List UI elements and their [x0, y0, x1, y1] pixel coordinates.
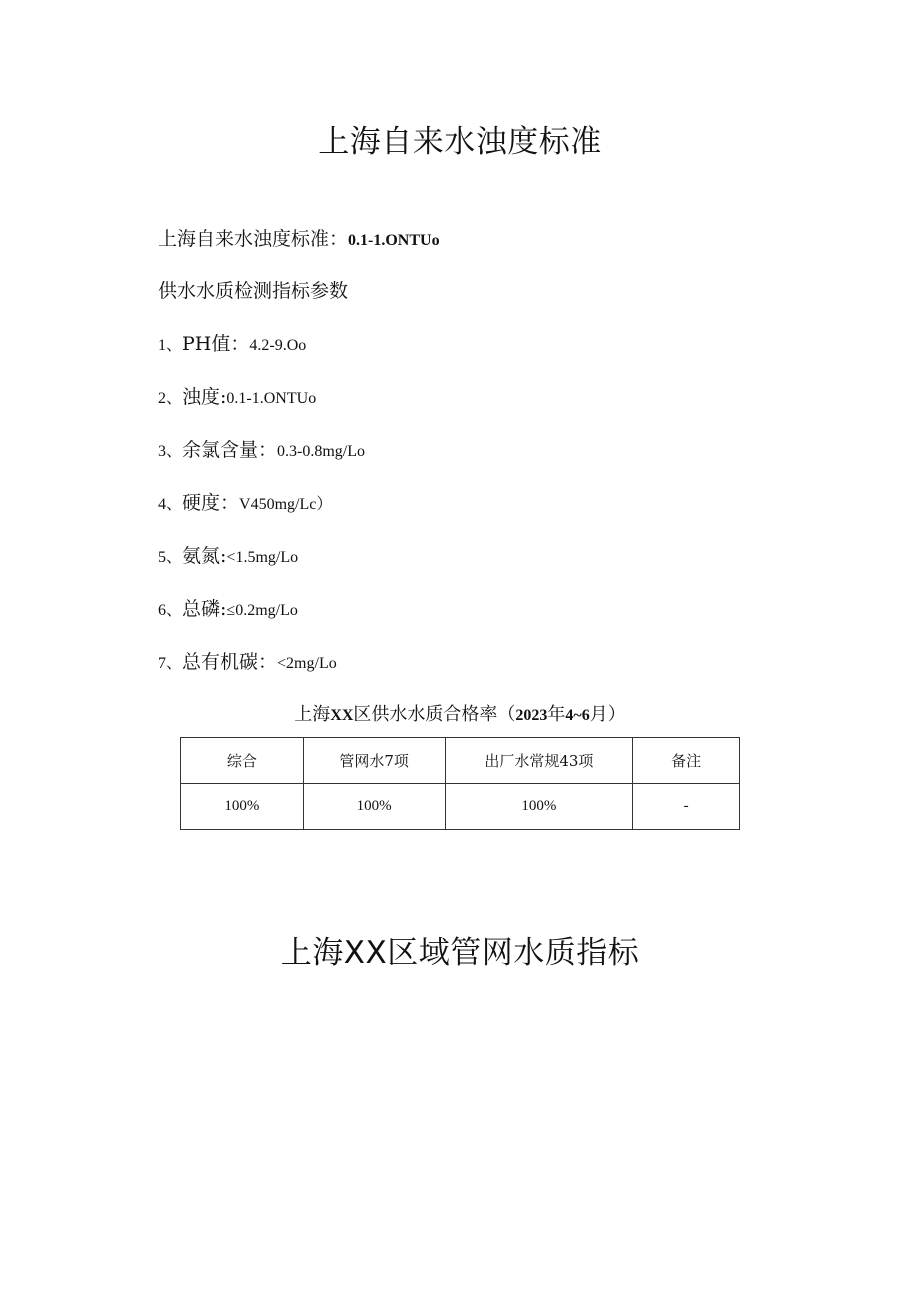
section-title: 上海XX区域管网水质指标: [280, 935, 640, 971]
page-title: 上海自来水浊度标准: [318, 124, 602, 160]
parameter-value: <1.5mg/Lo: [226, 549, 299, 566]
parameter-label: 硬度：: [182, 492, 240, 514]
caption-end: 月）: [589, 704, 626, 725]
parameter-number: 1、: [158, 337, 183, 354]
parameter-label: 总有机碳：: [182, 651, 278, 673]
parameter-item: [158, 332, 306, 358]
parameter-value: ≤0.2mg/Lo: [226, 602, 298, 619]
turbidity-standard-value: 0.1-1.ONTUo: [348, 232, 440, 249]
table-header-cell: 出厂水常规43项: [445, 738, 633, 784]
turbidity-standard-line: [158, 227, 440, 253]
parameter-item: [158, 597, 298, 623]
caption-months: 4~6: [565, 707, 590, 724]
caption-middle: 区供水水质合格率（: [353, 704, 516, 725]
table-caption: [0, 700, 920, 726]
parameter-value: V450mg/Lc）: [239, 496, 333, 513]
table-header-row: [181, 738, 740, 784]
parameter-number: 2、: [158, 390, 183, 407]
parameter-number: 4、: [158, 496, 183, 513]
caption-district: XX: [330, 707, 354, 724]
parameter-number: 7、: [158, 655, 183, 672]
table-cell: 100%: [445, 784, 633, 830]
parameter-label: 浊度:: [182, 386, 227, 408]
caption-year: 2023: [515, 707, 548, 724]
parameter-label: 总磷:: [182, 598, 227, 620]
parameter-value: <2mg/Lo: [277, 655, 337, 672]
pass-rate-table: [180, 737, 740, 830]
parameter-item: [158, 438, 365, 464]
table-cell: 100%: [181, 784, 304, 830]
parameter-label: 氨氮:: [182, 545, 227, 567]
parameters-heading: 供水水质检测指标参数: [158, 280, 349, 302]
table-cell: 100%: [303, 784, 445, 830]
parameter-label: PH值：: [182, 333, 250, 355]
table-header-cell: 综合: [181, 738, 304, 784]
caption-prefix: 上海: [294, 704, 331, 725]
parameter-number: 3、: [158, 443, 183, 460]
parameter-value: 4.2-9.Oo: [249, 337, 307, 354]
parameter-item: [158, 385, 316, 411]
parameter-number: 6、: [158, 602, 183, 619]
caption-year-suffix: 年: [547, 704, 566, 725]
parameter-label: 余氯含量：: [182, 439, 278, 461]
parameter-item: [158, 491, 332, 517]
table-row: [181, 784, 740, 830]
turbidity-standard-label: 上海自来水浊度标准：: [158, 228, 349, 250]
table-header-cell: 管网水7项: [303, 738, 445, 784]
parameter-value: 0.3-0.8mg/Lo: [277, 443, 366, 460]
parameter-value: 0.1-1.ONTUo: [226, 390, 317, 407]
parameter-item: [158, 650, 337, 676]
parameter-number: 5、: [158, 549, 183, 566]
table-cell: -: [633, 784, 740, 830]
table-header-cell: 备注: [633, 738, 740, 784]
parameter-item: [158, 544, 298, 570]
